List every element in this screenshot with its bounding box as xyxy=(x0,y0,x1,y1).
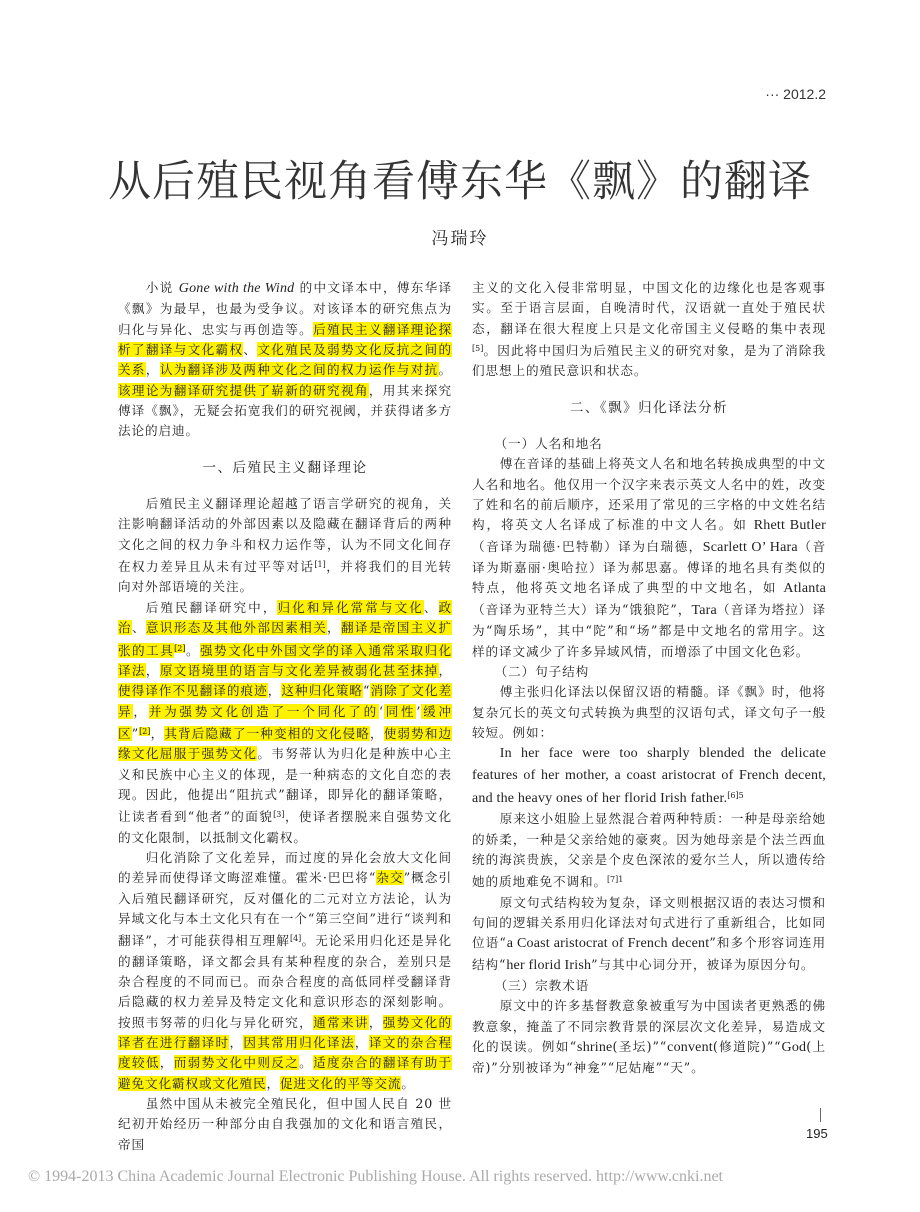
text-segment: ‘ xyxy=(378,703,384,719)
issue-number: ··· 2012.2 xyxy=(765,86,826,102)
highlighted-text: 使弱势和边缘文化屈服于强势文化 xyxy=(118,725,453,762)
highlighted-text: 文化殖民及弱势文化反抗之间的关系 xyxy=(118,342,452,378)
paragraph xyxy=(472,893,826,976)
text-segment: ， xyxy=(229,1035,244,1051)
page-number: 195 xyxy=(806,1126,828,1141)
citation-ref: [7]1 xyxy=(606,875,624,885)
text-segment: “ xyxy=(363,683,371,699)
citation-ref: [5] xyxy=(472,344,484,354)
highlighted-text: 促进文化的平等交流 xyxy=(279,1075,402,1091)
text-segment: 傅主张归化译法以保留汉语的精髓。译《飘》时，他将复杂冗长的英文句式转换为典型的汉语句式，译文句子一般较短。例如： xyxy=(472,684,826,740)
text-segment: 。 xyxy=(185,642,201,658)
text-segment: ，并将我们的目光转向对外部语境的关注。 xyxy=(118,559,452,595)
article-title: 从后殖民视角看傅东华《飘》的翻译 xyxy=(108,157,812,207)
paragraph xyxy=(472,454,826,661)
highlighted-text: 认为翻译涉及两种文化之间的权力运作与对抗 xyxy=(159,362,439,378)
text-segment: ， xyxy=(145,662,160,678)
highlighted-text: 强势文化的译者在进行翻译时 xyxy=(118,1014,452,1051)
text-segment: ， xyxy=(159,1055,174,1071)
text-segment: 归化消除了文化差异，而过度的异化会放大文化间的差异而使得译文晦涩难懂。霍米·巴巴将“ xyxy=(118,849,452,886)
copyright-footer: © 1994-2013 China Academic Journal Electronic Publishing House. All rights reserved. http://www.cnki.net xyxy=(28,1168,723,1185)
text-segment: Scarlett O’ Hara xyxy=(702,539,798,555)
section-heading: 二、《飘》归化译法分析 xyxy=(569,399,729,416)
text-segment: ， xyxy=(354,1035,369,1051)
highlighted-text: 消除了文化差异 xyxy=(118,683,453,719)
highlighted-text: 强势文化中外国文学的译入通常采取归化译法 xyxy=(118,642,452,678)
text-segment: 。韦努蒂认为归化是种族中心主义和民族中心主义的体现，是一种病态的文化自恋的表现。因此，他提出“阻抗式”翻译，即异化的翻译策略，让读者看到“他者”的面貌 xyxy=(118,746,453,825)
highlighted-text: 杂交 xyxy=(376,870,404,886)
highlighted-text: 该理论为翻译研究提供了崭新的研究视角 xyxy=(118,382,369,398)
text-segment: convent xyxy=(667,1040,713,1056)
text-segment: 。 xyxy=(401,1075,415,1091)
text-segment: shrine xyxy=(577,1040,613,1056)
text-segment: ， xyxy=(267,683,282,699)
citation-ref: [2] xyxy=(139,726,151,736)
subsection-heading: （三）宗教术语 xyxy=(494,978,590,993)
section-heading: 一、后殖民主义翻译理论 xyxy=(202,459,368,476)
text-segment: ， xyxy=(266,1075,280,1091)
paragraph xyxy=(118,848,452,1094)
text-segment: （音译为瑞德·巴特勒）译为白瑞德， xyxy=(472,538,703,554)
text-segment: Rhett Butler xyxy=(753,518,826,534)
text-segment: ， xyxy=(133,703,149,719)
text-segment: ， xyxy=(150,725,165,741)
text-segment: （音译为斯嘉丽·奥哈拉）译为郝思嘉。傅译的地名具有类似的特点，他将英文地名译成了典型的中文地名，如 xyxy=(472,538,826,596)
highlighted-text: 其背后隐藏了一种变相的文化侵略 xyxy=(164,725,370,741)
right-column xyxy=(472,278,826,1079)
text-segment: ，使译者摆脱来自强势文化的文化限制，以抵制文化霸权。 xyxy=(118,809,452,845)
text-segment: 原文句式结构较为复杂，译文则根据汉语的表达习惯和句间的逻辑关系用归化译法对句式进行了重新组合，比如同位语“ xyxy=(472,894,826,951)
text-segment: (圣坛)”“ xyxy=(612,1039,668,1055)
text-segment: 虽然中国从未被完全殖民化，但中国人民自 20 世纪初开始经历一种部分由自我强加的文化和语言殖民，帝国 xyxy=(118,1096,452,1152)
text-segment: 、 xyxy=(243,342,258,358)
highlighted-text: 同性 xyxy=(383,703,417,719)
text-segment: ， xyxy=(438,662,452,678)
paragraph xyxy=(472,682,826,743)
text-segment: (上帝)”分别被译为“神龛”“尼姑庵”“天”。 xyxy=(472,1039,827,1076)
text-segment: 后殖民翻译研究中， xyxy=(145,599,278,615)
text-segment: ， xyxy=(368,1014,383,1030)
text-segment: ” xyxy=(131,725,140,741)
text-segment: 后殖民主义翻译理论超越了语言学研究的视角，关注影响翻译活动的外部因素以及隐藏在翻译背后的两种文化之间的权力争斗和权力运作等，认为不同文化间存在权力差异且从未有过平等对话 xyxy=(118,496,452,575)
text-segment: （音译为塔拉）译为“陶乐场”，其中“陀”和“场”都是中文地名的常用字。这样的译文减少了许多异域风情，而增添了中国文化色彩。 xyxy=(472,601,826,659)
paragraph xyxy=(472,809,826,892)
paragraph xyxy=(118,494,452,598)
text-segment: 。因此将中国归为后殖民主义的研究对象，是为了消除我们思想上的殖民意识和状态。 xyxy=(472,343,826,379)
highlighted-text: 而弱势文化中则反之 xyxy=(173,1055,300,1071)
text-segment: 主义的文化入侵非常明显，中国文化的边缘化也是客观事实。至于语言层面，自晚清时代，汉语就一直处于殖民状态，翻译在很大程度上只是文化帝国主义侵略的集中表现 xyxy=(472,280,826,336)
text-segment: 的中文译本中，傅东华译《飘》为最早，也最为受争议。对该译本的研究焦点为归化与异化、忠实与再创造等。 xyxy=(118,280,452,337)
text-segment: God xyxy=(781,1040,807,1056)
highlighted-text: 因其常用归化译法 xyxy=(243,1035,355,1051)
citation-ref: [6]5 xyxy=(727,790,744,800)
highlighted-text: 并为强势文化创造了一个同化了的 xyxy=(148,703,379,719)
highlighted-text: 使得译作不见翻译的痕迹 xyxy=(118,683,268,699)
text-segment: ， xyxy=(327,620,341,636)
highlighted-text: 后殖民主义翻译理论探析了翻译与文化霸权 xyxy=(118,321,452,358)
paragraph xyxy=(118,1094,452,1155)
page-number-rule xyxy=(820,1108,821,1122)
highlighted-text: 译文的杂合程度较低 xyxy=(118,1035,453,1071)
left-column xyxy=(118,278,452,1155)
citation-ref: [2] xyxy=(174,643,186,653)
highlighted-text: 原文语境里的语言与文化差异被弱化甚至抹掉 xyxy=(159,662,439,678)
text-segment: ”和多个形容词连用结构“ xyxy=(472,935,827,972)
citation-ref: [3] xyxy=(273,810,285,820)
text-segment: ， xyxy=(145,362,160,378)
highlighted-text: 归化和异化常常与文化 xyxy=(277,599,424,615)
text-segment: Atlanta xyxy=(783,581,826,597)
citation-ref: [4] xyxy=(289,934,302,944)
text-segment: 原文中的许多基督教意象被重写为中国读者更熟悉的佛教意象，掩盖了不同宗教背景的深层次文化差异，易造成文化的误读。例如“ xyxy=(472,998,826,1055)
text-segment: 、 xyxy=(131,620,146,636)
author-name: 冯瑞玲 xyxy=(431,229,489,249)
paragraph xyxy=(118,598,452,848)
text-segment: ”概念引入后殖民翻译研究，反对僵化的二元对立方法论，认为异域文化与本土文化只有在一个“第三空间”进行“谈判和翻译”，才可能获得相互理解 xyxy=(118,870,452,949)
text-segment: Gone with the Wind xyxy=(178,281,295,296)
text-segment: 傅在音译的基础上将英文人名和地名转换成典型的中文人名和地名。他仅用一个汉字来表示英文人名中的姓，改变了姓和名的前后顺序，还采用了常见的三字格的中文姓名结构，将英文人名译成了标准的中文人名。如 xyxy=(472,456,826,533)
text-segment: ’ xyxy=(416,703,422,719)
paragraph xyxy=(472,278,826,382)
text-segment: 小说 xyxy=(145,280,179,295)
highlighted-text: 缓冲区 xyxy=(118,703,453,741)
paragraph xyxy=(472,996,826,1078)
highlighted-text: 翻译是帝国主义扩张的工具 xyxy=(118,620,453,658)
text-segment: ，用其来探究傅译《飘》，无疑会拓宽我们的研究视阈，并获得诸多方法论的启迪。 xyxy=(118,382,452,439)
citation-ref: [1] xyxy=(314,560,326,570)
highlighted-text: 适度杂合的翻译有助于避免文化霸权或文化殖民 xyxy=(118,1055,452,1091)
highlighted-text: 通常来讲 xyxy=(313,1014,369,1030)
paragraph xyxy=(472,743,826,809)
text-segment: ， xyxy=(369,725,384,741)
text-segment: 。 xyxy=(438,362,452,378)
highlighted-text: 政治 xyxy=(118,599,452,636)
text-segment: （音译为亚特兰大）译为“饿狼陀”， xyxy=(472,601,692,617)
paragraph xyxy=(118,278,452,442)
highlighted-text: 这种归化策略 xyxy=(281,683,364,699)
highlighted-text: 意识形态及其他外部因素相关 xyxy=(145,620,328,636)
text-segment: 原来这小姐脸上显然混合着两种特质：一种是母亲给她的娇柔，一种是父亲给她的豪爽。因为她母亲是个法兰西血统的海滨贵族，父亲是个皮色深浓的爱尔兰人，所以遗传给她的质地难免不调和。 xyxy=(472,811,826,890)
text-segment: a Coast aristocrat of French decent xyxy=(506,936,710,952)
text-segment: In her face were too sharply blended the delicate features of her mother, a coast aristocrat of French decent, and the heavy ones of her florid Irish father. xyxy=(472,746,826,806)
text-segment: Tara xyxy=(691,602,717,618)
text-segment: 、 xyxy=(423,599,439,615)
text-segment: (修道院)”“ xyxy=(712,1039,782,1055)
text-segment: 。无论采用归化还是异化的翻译策略，译文都会具有某种程度的杂合，差别只是杂合程度的不同而已。而杂合程度的高低同样受翻译背后隐藏的权力差异及特定文化和意识形态的深刻影响。按照韦努蒂的归化与异化研究， xyxy=(118,933,452,1030)
subsection-heading: （一）人名和地名 xyxy=(494,436,603,452)
subsection-heading: （二）句子结构 xyxy=(494,663,590,679)
text-segment: 。 xyxy=(299,1055,314,1071)
text-segment: ”与其中心词分开，被译为原因分句。 xyxy=(591,956,815,972)
text-segment: her florid Irish xyxy=(506,957,592,973)
